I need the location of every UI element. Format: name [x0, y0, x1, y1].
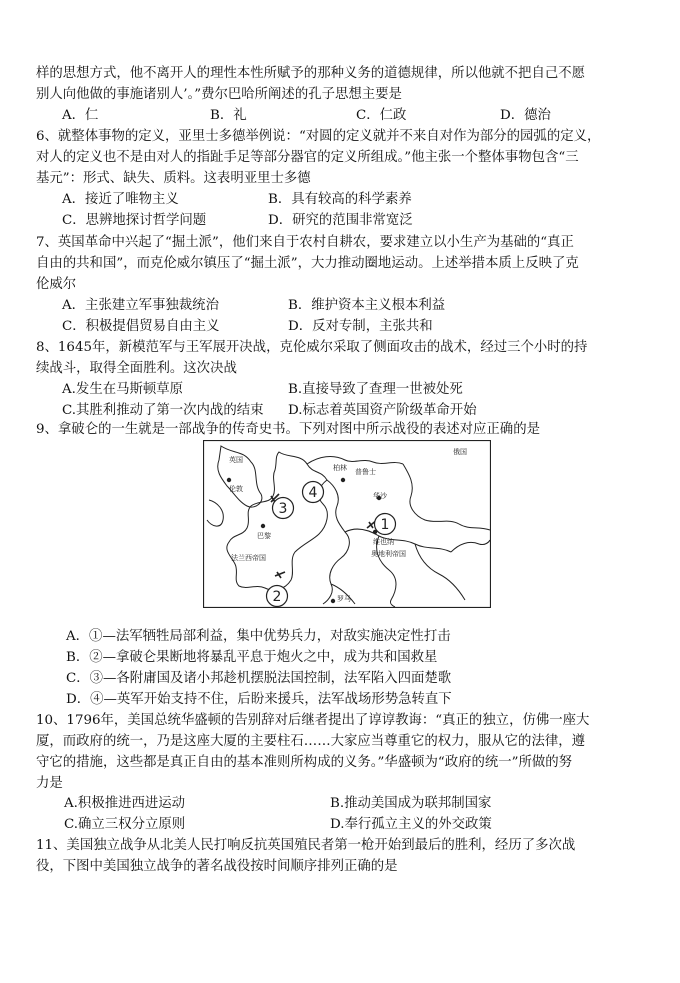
map-label-vienna: 维也纳 — [373, 538, 394, 546]
q7-text-line-1: 7、英国革命中兴起了“掘土派”，他们来自于农村自耕农，要求建立以小生产为基础的“真正 — [36, 235, 574, 250]
q5-text-line-2: 别人向他做的事施诸别人’。”费尔巴哈所阐述的孔子思想主要是 — [36, 87, 402, 102]
q10-text-line-1: 10、1796年，美国总统华盛顿的告别辞对后继者提出了谆谆教诲：“真正的独立，仿佛一座大 — [36, 713, 590, 728]
q8-option-c: C.其胜利推动了第一次内战的结束 — [62, 403, 264, 418]
q10-option-c: C.确立三权分立原则 — [64, 817, 186, 832]
q10-text-line-2: 厦，而政府的统一，乃是这座大厦的主要柱石……大家应当尊重它的权力，服从它的法律，遵 — [36, 734, 586, 749]
map-label-paris: 巴黎 — [257, 532, 271, 540]
map-label-austrian-empire: 奥地利帝国 — [371, 550, 406, 558]
q8-option-b: B.直接导致了查理一世被处死 — [288, 382, 463, 397]
napoleon-battle-map — [203, 440, 491, 608]
city-dot-berlin — [341, 478, 345, 482]
q7-option-d: D．反对专制，主张共和 — [288, 319, 433, 334]
q6-option-a: A．接近了唯物主义 — [62, 192, 179, 207]
q8-option-d: D.标志着英国资产阶级革命开始 — [288, 403, 477, 418]
city-dot-rome — [331, 599, 335, 603]
q5-text-line-1: 样的思想方式，他不离开人的理性本性所赋予的那种义务的道德规律，所以他就不把自己不愿 — [36, 66, 586, 81]
q10-option-d: D.奉行孤立主义的外交政策 — [330, 817, 492, 832]
q7-option-a: A．主张建立军事独裁统治 — [62, 298, 219, 313]
q10-text-line-4: 力是 — [36, 776, 63, 791]
q7-text-line-3: 伦威尔 — [36, 277, 77, 292]
q10-option-b: B.推动美国成为联邦制国家 — [330, 796, 492, 811]
q5-option-d: D．德治 — [500, 108, 551, 123]
map-label-french-empire: 法兰西帝国 — [231, 554, 266, 562]
map-label-rome: 罗马 — [337, 595, 351, 603]
map-label-warsaw: 华沙 — [373, 492, 387, 500]
q6-text-line-1: 6、就整体事物的定义，亚里士多德举例说：“对圆的定义就并不来自对作为部分的园弧的定义， — [36, 129, 601, 144]
map-label-prussia: 普鲁士 — [355, 468, 376, 476]
q9-option-d: D．④—英军开始支持不住，后盼来援兵，法军战场形势急转直下 — [66, 692, 452, 707]
q9-option-b: B．②—拿破仑果断地将暴乱平息于炮火之中，成为共和国救星 — [66, 650, 438, 665]
q6-option-c: C．思辨地探讨哲学问题 — [62, 213, 207, 228]
battle-label-4: 4 — [308, 485, 318, 501]
q9-text-line-1: 9、拿破仑的一生就是一部战争的传奇史书。下列对图中所示战役的表述对应正确的是 — [36, 422, 540, 437]
q5-option-a: A．仁 — [62, 108, 99, 123]
q10-text-line-3: 守它的措施，这些都是真正自由的基本准则所构成的义务。”华盛顿为“政府的统一”所做的努 — [36, 755, 573, 770]
q7-option-b: B．维护资本主义根本利益 — [288, 298, 446, 313]
q8-text-line-1: 8、1645年，新模范军与王军展开决战，克伦威尔采取了侧面攻击的战术，经过三个小时的持 — [36, 340, 588, 355]
city-dot-paris — [261, 524, 265, 528]
map-label-england: 英国 — [229, 456, 243, 464]
q7-text-line-2: 自由的共和国”，而克伦威尔镇压了“掘土派”，大力推动圈地运动。上述举措本质上反映了克 — [36, 256, 579, 271]
q6-option-d: D．研究的范围非常宽泛 — [268, 213, 413, 228]
battle-label-3: 3 — [278, 501, 288, 517]
q5-option-b: B．礼 — [210, 108, 247, 123]
q9-option-a: A．①—法军牺牲局部利益，集中优势兵力，对敌实施决定性打击 — [66, 629, 451, 644]
q8-option-a: A.发生在马斯顿草原 — [62, 382, 184, 397]
battle-label-2: 2 — [272, 589, 282, 605]
q10-option-a: A.积极推进西进运动 — [64, 796, 186, 811]
battle-label-1: 1 — [380, 517, 390, 533]
city-dot-london — [227, 478, 231, 482]
q6-text-line-2: 对人的定义也不是由对人的指趾手足等部分器官的定义所组成。”他主张一个整体事物包含“三 — [36, 150, 579, 165]
q5-option-c: C．仁政 — [356, 108, 407, 123]
map-label-london: 伦敦 — [229, 485, 243, 493]
q11-text-line-2: 役，下图中美国独立战争的著名战役按时间顺序排列正确的是 — [36, 859, 398, 874]
q6-text-line-3: 基元”：形式、缺失、质料。这表明亚里士多德 — [36, 171, 311, 186]
q9-option-c: C．③—各附庸国及诸小邦趁机摆脱法国控制，法军陷入四面楚歌 — [66, 671, 452, 686]
q6-option-b: B．具有较高的科学素养 — [268, 192, 412, 207]
map-label-berlin: 柏林 — [333, 464, 347, 472]
q8-text-line-2: 续战斗，取得全面胜利。这次决战 — [36, 361, 237, 376]
q11-text-line-1: 11、美国独立战争从北美人民打响反抗英国殖民者第一枪开始到最后的胜利，经历了多次战 — [36, 838, 576, 853]
map-label-russia: 俄国 — [453, 448, 467, 456]
q7-option-c: C．积极提倡贸易自由主义 — [62, 319, 220, 334]
